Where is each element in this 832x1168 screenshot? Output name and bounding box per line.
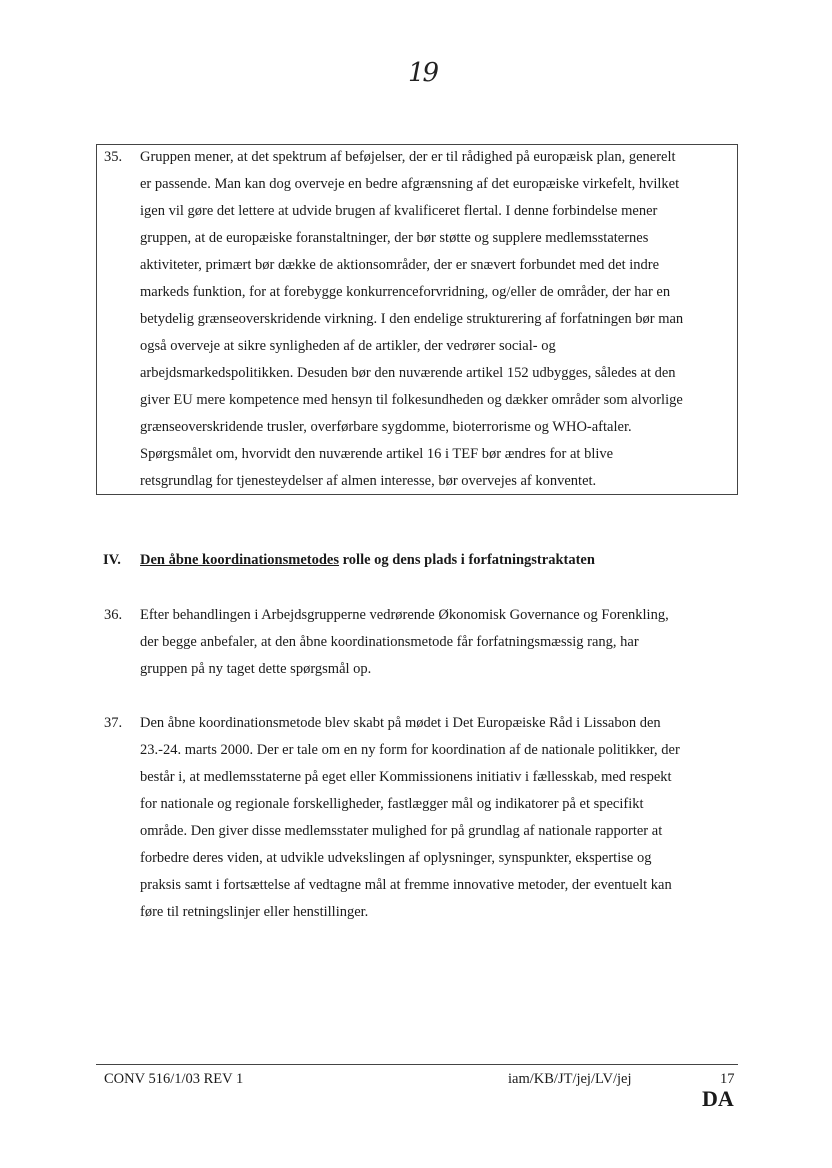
section-heading-underlined: Den åbne koordinationsmetodes [140,552,339,568]
paragraph-35-line: Spørgsmålet om, hvorvidt den nuværende artikel 16 i TEF bør ændres for at blive [140,446,614,462]
paragraph-37-line: område. Den giver disse medlemsstater mulighed for på grundlag af nationale rapporter at [140,823,663,839]
paragraph-35-line: grænseoverskridende trusler, overførbare sygdomme, bioterrorisme og WHO-aftaler. [140,419,632,435]
paragraph-35-line: også overveje at sikre synligheden af de artikler, der vedrører social- og [140,338,556,354]
paragraph-37-line: forbedre deres viden, at udvikle udvekslingen af oplysninger, synspunkter, ekspertise og [140,850,652,866]
paragraph-35-text [140,144,683,495]
paragraph-37-line: praksis samt i fortsættelse af vedtagne mål at fremme innovative metoder, der eventuelt kan [140,877,672,893]
paragraph-35-line: gruppen, at de europæiske foranstaltninger, der bør støtte og supplere medlemsstaternes [140,230,649,246]
paragraph-35-line: Gruppen mener, at det spektrum af beføjelser, der er til rådighed på europæisk plan, generelt [140,149,676,165]
paragraph-37-line: Den åbne koordinationsmetode blev skabt på mødet i Det Europæiske Råd i Lissabon den [140,715,661,731]
paragraph-36-line: Efter behandlingen i Arbejdsgrupperne vedrørende Økonomisk Governance og Forenkling, [140,607,669,623]
footer-language-code: DA [702,1086,734,1111]
paragraph-35-line: igen vil gøre det lettere at udvide brugen af kvalificeret flertal. I denne forbindelse mener [140,203,658,219]
paragraph-37-line: for nationale og regionale forskelligheder, fastlægger mål og indikatorer på et specifikt [140,796,644,812]
paragraph-35-line: arbejdsmarkedspolitikken. Desuden bør den nuværende artikel 152 udbygges, således at den [140,365,676,381]
section-number: IV. [103,552,121,568]
handwritten-page-mark: 19 [408,58,438,88]
paragraph-35-line: giver EU mere kompetence med hensyn til folkesundheden og dækker områder som alvorlige [140,392,683,408]
paragraph-37-text [140,710,680,926]
paragraph-number-37: 37. [104,715,123,731]
paragraph-36-text [140,602,669,683]
paragraph-37-line: 23.-24. marts 2000. Der er tale om en ny form for koordination af de nationale politikker, der [140,742,680,758]
section-heading-rest: rolle og dens plads i forfatningstraktaten [339,552,595,568]
paragraph-37-line: består i, at medlemsstaterne på eget eller Kommissionens initiativ i fællesskab, med respekt [140,769,672,785]
footer-divider [96,1064,738,1065]
footer-page-number: 17 [720,1071,735,1087]
paragraph-35-line: er passende. Man kan dog overveje en bedre afgrænsning af det europæiske virkefelt, hvilket [140,176,680,192]
paragraph-35-line: betydelig grænseoverskridende virkning. I den endelige strukturering af forfatningen bør man [140,311,684,327]
section-heading [140,552,595,569]
paragraph-35-line: markeds funktion, for at forebygge konkurrenceforvridning, og/eller de områder, der har en [140,284,671,300]
paragraph-36-line: der begge anbefaler, at den åbne koordinationsmetode får forfatningsmæssig rang, har [140,634,639,650]
footer-initials: iam/KB/JT/jej/LV/jej [508,1071,632,1087]
paragraph-35-line: aktiviteter, primært bør dække de aktionsområder, der er snævert forbundet med det indre [140,257,660,273]
footer-doc-ref: CONV 516/1/03 REV 1 [104,1071,244,1087]
paragraph-35-line: retsgrundlag for tjenesteydelser af almen interesse, bør overvejes af konventet. [140,473,597,489]
paragraph-number-35: 35. [104,149,123,165]
paragraph-number-36: 36. [104,607,123,623]
paragraph-36-line: gruppen på ny taget dette spørgsmål op. [140,661,372,677]
paragraph-37-line: føre til retningslinjer eller henstillinger. [140,904,369,920]
